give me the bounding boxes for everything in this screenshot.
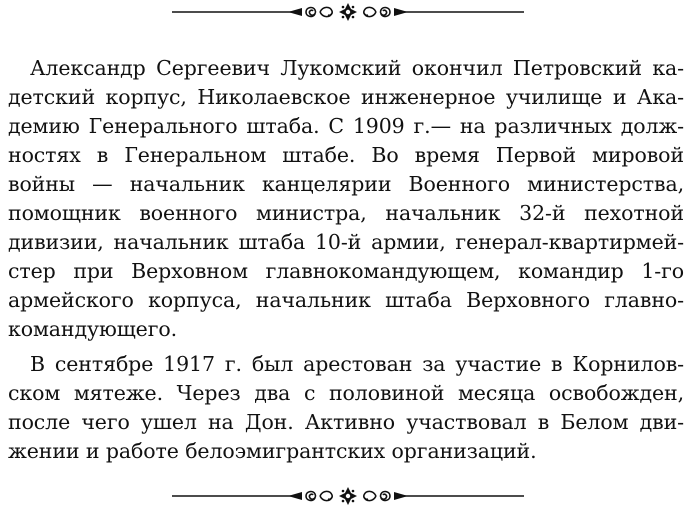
text-line: командующего. (8, 317, 178, 341)
scroll-flourish-divider-icon (170, 1, 526, 23)
text-line: демию Генерального штаба. С 1909 г.— на различных долж- (8, 114, 684, 138)
top-ornament-divider (170, 1, 526, 23)
scroll-flourish-divider-icon (170, 485, 526, 507)
paragraph-2 (8, 350, 684, 466)
bottom-ornament-divider (170, 485, 526, 507)
text-line: армейского корпуса, начальник штаба Верховного главно- (8, 288, 684, 312)
text-line: жении и работе белоэмигрантских организаций. (8, 439, 537, 463)
text-line: В сентябре 1917 г. был арестован за участие в Корнилов- (30, 352, 684, 376)
text-line: дивизии, начальник штаба 10-й армии, генерал-квартирмей- (8, 230, 684, 254)
text-line: ностях в Генеральном штабе. Во время Первой мировой (8, 143, 684, 167)
text-line: помощник военного министра, начальник 32-й пехотной (8, 201, 684, 225)
text-line: после чего ушел на Дон. Активно участвовал в Белом дви- (8, 410, 684, 434)
text-line: стер при Верховном главнокомандующем, командир 1-го (8, 259, 684, 283)
text-line: Александр Сергеевич Лукомский окончил Петровский ка- (30, 56, 684, 80)
text-line: войны — начальник канцелярии Военного министерства, (8, 172, 684, 196)
paragraph-1 (8, 54, 684, 344)
article-text (8, 54, 684, 466)
text-line: ском мятеже. Через два с половиной месяца освобожден, (8, 381, 684, 405)
text-line: детский корпус, Николаевское инженерное училище и Ака- (8, 85, 684, 109)
